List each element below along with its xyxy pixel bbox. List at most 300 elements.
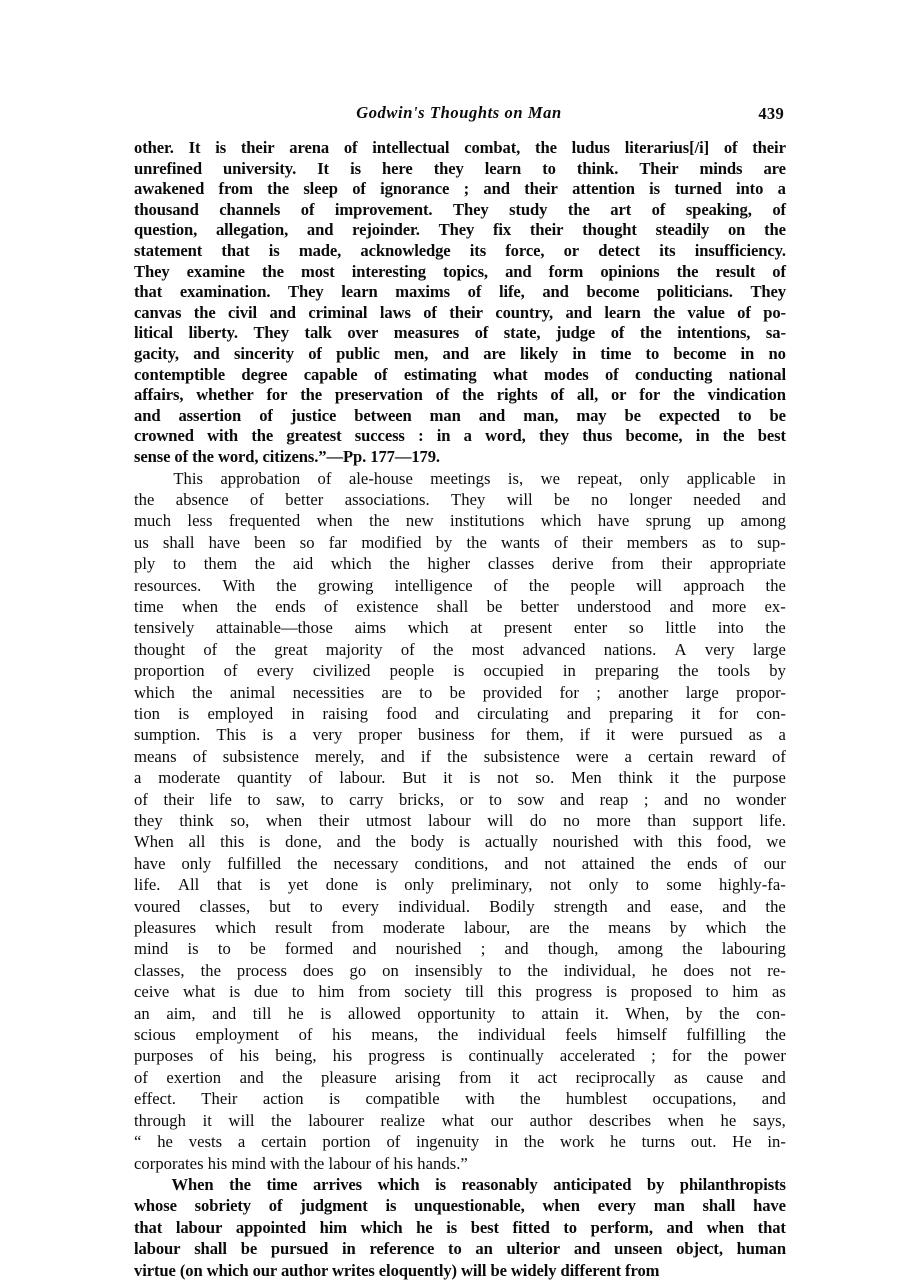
word: more	[711, 596, 747, 616]
word: unquestionable,	[414, 1196, 525, 1216]
word: When	[171, 1174, 214, 1194]
word: proper	[358, 725, 402, 745]
word: anticipated	[553, 1174, 632, 1194]
word: They	[288, 282, 324, 302]
word: university.	[223, 158, 297, 178]
word: the	[267, 179, 289, 199]
word: statement	[134, 240, 203, 260]
word: of	[250, 489, 264, 509]
word: their	[449, 302, 483, 322]
word: classes	[487, 554, 535, 574]
paragraph-quoted-extract	[134, 138, 786, 468]
word: higher	[427, 554, 471, 574]
word: individual.	[398, 896, 471, 916]
word: It	[317, 158, 329, 178]
text-line	[134, 896, 786, 917]
word: it.	[595, 1003, 609, 1023]
word: is	[453, 661, 465, 681]
word: done	[325, 875, 359, 895]
word: criminal	[308, 302, 368, 322]
word: it	[691, 703, 701, 723]
word: the	[527, 960, 548, 980]
word: the	[528, 575, 550, 595]
word: time	[266, 1174, 298, 1194]
word: portion	[322, 1132, 371, 1152]
word: his	[332, 1025, 352, 1045]
word: him	[732, 982, 759, 1002]
word: among	[617, 939, 664, 959]
word: With	[222, 575, 256, 595]
word: attention	[572, 179, 635, 199]
word: They	[453, 199, 489, 219]
word: arrives	[312, 1174, 363, 1194]
text-line	[134, 575, 786, 596]
word: But	[402, 768, 427, 788]
word: learn	[341, 282, 378, 302]
text-line	[134, 553, 786, 574]
word: nourished	[395, 939, 462, 959]
word: life.	[134, 875, 161, 895]
word: large	[685, 682, 719, 702]
word: become	[586, 282, 640, 302]
word: men,	[394, 343, 429, 363]
word: is	[329, 1089, 341, 1109]
word: is	[385, 1196, 397, 1216]
word: and	[504, 939, 529, 959]
word: They	[253, 323, 289, 343]
word: acknowledge	[360, 240, 451, 260]
text-line	[134, 344, 786, 365]
word: to	[705, 982, 719, 1002]
word: describes	[588, 1110, 652, 1130]
word: that	[134, 282, 163, 302]
word: much	[134, 511, 172, 531]
word: absence	[175, 489, 229, 509]
word: maxims	[395, 282, 450, 302]
word: man	[429, 405, 461, 425]
word: very	[312, 725, 343, 745]
word: of	[737, 302, 751, 322]
word: whether	[196, 385, 254, 405]
word: contemptible	[134, 364, 225, 384]
word: merely,	[315, 746, 365, 766]
word: act	[537, 1067, 558, 1087]
word: likely	[519, 343, 559, 363]
word: to	[542, 158, 556, 178]
word: moderate	[158, 768, 221, 788]
text-line	[134, 1045, 786, 1066]
word: is	[259, 875, 271, 895]
word: whose	[134, 1196, 177, 1216]
word: in	[291, 703, 305, 723]
word: fulfilling	[686, 1025, 746, 1045]
word: state,	[503, 323, 541, 343]
word: perform,	[590, 1217, 653, 1237]
word: by	[435, 532, 453, 552]
word: little	[665, 618, 697, 638]
word: people	[570, 575, 615, 595]
text-line	[134, 981, 786, 1002]
word: of	[268, 1196, 283, 1216]
word: nourished	[552, 832, 619, 852]
text-line	[134, 1067, 786, 1088]
word: the	[276, 575, 297, 595]
word: it	[605, 725, 616, 745]
word: compatible	[365, 1089, 440, 1109]
word: every	[341, 896, 380, 916]
word: the	[235, 639, 256, 659]
word: public	[336, 343, 380, 363]
word: appointed	[235, 1217, 306, 1237]
word: a	[134, 768, 142, 788]
word: is	[262, 725, 274, 745]
word: will	[228, 1110, 255, 1130]
word: to	[309, 896, 323, 916]
word: subsistence	[222, 746, 299, 766]
word: which	[705, 918, 747, 938]
word: this	[677, 832, 702, 852]
paragraph-indent	[134, 1174, 156, 1195]
word: the	[535, 138, 557, 157]
word: society	[404, 982, 452, 1002]
word: A	[674, 639, 687, 659]
word: it	[202, 1110, 212, 1130]
word: detect	[598, 240, 641, 260]
word: think	[618, 768, 653, 788]
word: into	[717, 618, 744, 638]
word: do	[529, 811, 547, 830]
word: and	[336, 832, 361, 852]
word: that	[134, 1217, 163, 1237]
word: when	[542, 1196, 580, 1216]
word: the	[433, 639, 454, 659]
word: have	[134, 853, 166, 873]
word: exertion	[166, 1067, 222, 1087]
word: of	[651, 199, 666, 219]
word: its	[469, 240, 487, 260]
word: be	[449, 682, 466, 702]
word: to	[320, 789, 334, 809]
word: support	[692, 811, 743, 830]
word: the	[447, 746, 468, 766]
word: labouring	[721, 939, 786, 959]
text-line	[134, 1110, 786, 1131]
word: man,	[523, 405, 559, 425]
word: intelligence	[394, 575, 473, 595]
word: actually	[484, 832, 538, 852]
text-line	[134, 1238, 786, 1259]
word: individual,	[563, 960, 636, 980]
word: is	[268, 240, 280, 260]
word: is	[435, 1174, 446, 1194]
word: purpose	[733, 768, 786, 788]
word: what	[492, 364, 528, 384]
word: they	[134, 811, 163, 830]
text-line	[134, 639, 786, 660]
word: and	[212, 1003, 237, 1023]
text-line	[134, 489, 786, 510]
word: carry	[349, 789, 384, 809]
word: of	[317, 468, 332, 488]
word: all	[188, 832, 206, 852]
word: think	[179, 811, 214, 830]
word: examine	[186, 261, 245, 281]
word: the	[271, 1110, 292, 1130]
word: intellectual	[372, 138, 450, 157]
word: and	[761, 489, 786, 509]
word: that	[216, 875, 242, 895]
word: highly-fa-	[719, 875, 786, 895]
word: by	[646, 1174, 665, 1194]
word: When	[134, 832, 174, 852]
word: he	[287, 1003, 304, 1023]
word: members	[626, 532, 688, 552]
word: so.	[535, 768, 555, 788]
word: saw,	[276, 789, 306, 809]
word: aid	[292, 554, 314, 574]
word: measures	[393, 323, 460, 343]
word: the	[764, 220, 786, 240]
word: by	[669, 918, 687, 938]
word: in-	[767, 1132, 786, 1152]
word: degree	[241, 364, 288, 384]
word: the	[639, 323, 662, 343]
word: more	[596, 811, 631, 830]
word: a	[624, 746, 632, 766]
word: as	[673, 1067, 688, 1087]
text-line	[134, 262, 786, 283]
word: to	[217, 939, 231, 959]
word: be	[769, 405, 786, 425]
word: He	[732, 1132, 752, 1152]
word: is	[215, 138, 227, 157]
word: ex-	[764, 596, 786, 616]
word: the	[520, 1089, 541, 1109]
word: life.	[759, 811, 786, 830]
word: shall	[436, 596, 469, 616]
text-line	[134, 1217, 786, 1238]
word: and	[761, 1067, 786, 1087]
word: action	[262, 1089, 304, 1109]
text-line	[134, 179, 786, 200]
word: approbation	[220, 468, 301, 488]
word: have	[597, 511, 630, 531]
word: is	[458, 832, 471, 852]
word: yet	[287, 875, 309, 895]
word: their	[529, 220, 564, 240]
text-line	[134, 746, 786, 767]
word: and	[542, 282, 569, 302]
word: the	[236, 596, 257, 616]
word: human	[736, 1239, 786, 1259]
word: of	[400, 639, 415, 659]
word: which	[360, 1217, 403, 1237]
word: their	[524, 179, 558, 199]
word: of	[772, 199, 786, 219]
word: the	[765, 618, 786, 638]
word: learn	[484, 158, 522, 178]
word: of	[300, 199, 315, 219]
word: circulating	[477, 703, 549, 723]
word: the	[765, 575, 786, 595]
word: power	[744, 1046, 786, 1066]
word: accelerated	[559, 1046, 635, 1066]
word: him	[319, 1217, 347, 1237]
word: of	[772, 746, 786, 766]
word: an	[134, 1003, 150, 1023]
word: vindication	[707, 385, 786, 405]
word: in	[695, 426, 710, 446]
word: derive	[551, 554, 594, 574]
word: of	[324, 596, 338, 616]
word: unseen	[614, 1239, 663, 1259]
word: this	[497, 982, 522, 1002]
word: po-	[763, 302, 786, 322]
word: from	[358, 982, 391, 1002]
word: of	[192, 746, 207, 766]
word: as	[772, 982, 786, 1002]
word: and	[504, 853, 529, 873]
text-line	[134, 960, 786, 981]
word: of	[373, 364, 388, 384]
word: ;	[463, 179, 470, 199]
word: sow	[517, 789, 545, 809]
word: their	[661, 554, 693, 574]
word: for	[559, 682, 579, 702]
word: object,	[676, 1239, 723, 1259]
word: civilized	[312, 661, 371, 681]
word: does	[302, 960, 334, 980]
word: certain	[261, 1132, 307, 1152]
word: the	[568, 918, 590, 938]
word: con-	[756, 1003, 786, 1023]
word: it	[509, 1067, 520, 1087]
text-line	[134, 703, 786, 724]
word: result	[715, 261, 756, 281]
word: appropriate	[709, 554, 786, 574]
word: and	[442, 343, 469, 363]
word: classes,	[199, 896, 251, 916]
word: fulfilled	[227, 853, 282, 873]
word: individual	[477, 1025, 546, 1045]
text-line	[134, 365, 786, 386]
word: needed	[693, 489, 741, 509]
word: pursued	[270, 1239, 329, 1259]
word: thought	[582, 220, 637, 240]
word: of	[467, 282, 482, 302]
word: con-	[756, 703, 786, 723]
word: the	[297, 853, 318, 873]
word: in	[562, 661, 576, 681]
word: not	[729, 960, 752, 980]
word: out.	[690, 1132, 717, 1152]
word: progress	[368, 1046, 426, 1066]
word: is	[441, 1046, 453, 1066]
word: reap	[599, 789, 629, 809]
word: thought	[134, 639, 186, 659]
text-line	[134, 596, 786, 617]
word: classes,	[134, 960, 185, 980]
word: and	[269, 302, 296, 322]
word: when	[316, 511, 353, 531]
word: literarius[/i]	[624, 138, 710, 157]
word: to	[489, 789, 503, 809]
word: is	[259, 832, 271, 852]
word: is	[229, 982, 241, 1002]
word: to	[729, 532, 743, 552]
word: will	[636, 575, 663, 595]
word: of	[352, 179, 366, 199]
text-line	[134, 617, 786, 638]
word: gacity,	[134, 343, 179, 363]
word: when	[667, 1110, 704, 1130]
word: preparing	[594, 661, 659, 681]
word: the	[650, 853, 672, 873]
word: the	[229, 1174, 251, 1194]
word: raising	[322, 703, 369, 723]
word: are	[483, 343, 506, 363]
word: and	[559, 789, 585, 809]
word: the	[765, 918, 786, 938]
word: him	[318, 982, 345, 1002]
word: with	[633, 832, 663, 852]
word: the	[192, 682, 213, 702]
word: labour,	[464, 918, 511, 938]
word: no	[703, 789, 721, 809]
word: occupations,	[652, 1089, 737, 1109]
text-line	[134, 1131, 786, 1152]
word: rejoinder.	[352, 220, 420, 240]
word: food,	[716, 832, 752, 852]
word: have	[753, 1196, 786, 1216]
word: says,	[752, 1110, 786, 1130]
word: estimating	[403, 364, 477, 384]
word: from	[459, 1067, 492, 1087]
word: be	[250, 939, 266, 959]
word: will	[506, 489, 533, 509]
word: of	[772, 261, 786, 281]
word: ease,	[670, 896, 704, 916]
word: are	[529, 918, 550, 938]
text-line	[134, 303, 786, 324]
word: preparing	[609, 703, 674, 723]
word: and	[306, 220, 334, 240]
word: best	[470, 1217, 499, 1237]
word: quantity	[237, 768, 292, 788]
word: a	[777, 179, 786, 199]
word: labour	[134, 1239, 181, 1259]
word: feels	[565, 1025, 597, 1045]
word: intentions,	[677, 323, 751, 343]
word: most	[300, 261, 335, 281]
word: and	[380, 746, 405, 766]
word: unrefined	[134, 158, 202, 178]
word: means	[134, 746, 177, 766]
word: attained	[581, 853, 635, 873]
word: ignorance	[380, 179, 450, 199]
word: of	[308, 768, 323, 788]
word: not	[497, 768, 519, 788]
word: all,	[576, 385, 599, 405]
word: effect.	[134, 1089, 176, 1109]
word: and	[669, 596, 694, 616]
word: and	[483, 179, 510, 199]
word: labourer	[308, 1110, 364, 1130]
word: wonder	[735, 789, 786, 809]
word: not	[549, 875, 572, 895]
word: aims	[354, 618, 387, 638]
text-line: corporates his mind with the labour of his hands.”	[134, 1153, 468, 1173]
